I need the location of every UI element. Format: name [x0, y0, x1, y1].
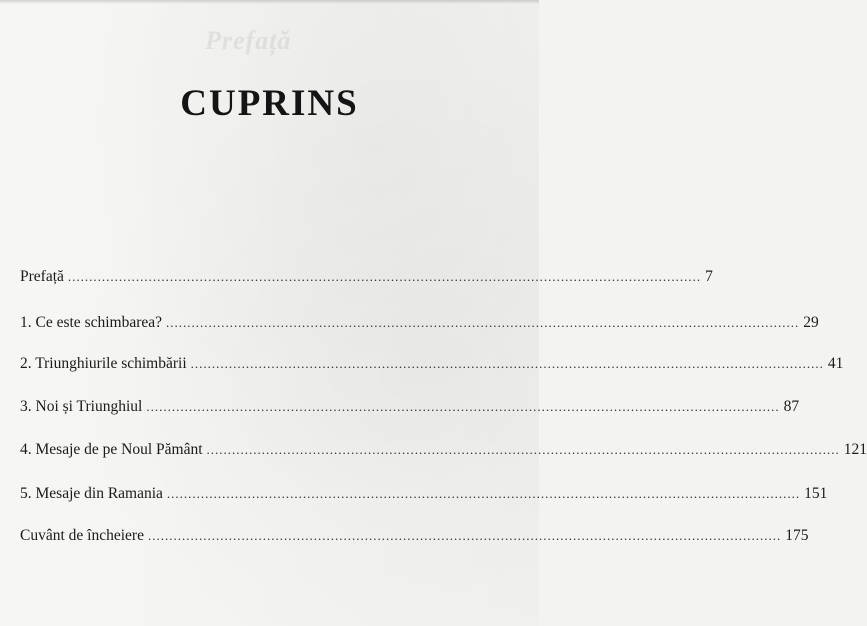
toc-entry-label: 1. Ce este schimbarea? — [20, 314, 163, 331]
toc-entry-chapter-1 — [20, 314, 819, 338]
toc-entry-prefata — [20, 268, 713, 292]
toc-entry-chapter-2 — [20, 355, 844, 379]
toc-entry-chapter-5 — [20, 485, 828, 509]
toc-entry-chapter-3 — [20, 398, 800, 422]
toc-entry-label: Cuvânt de încheiere — [20, 527, 144, 544]
show-through-heading: Prefață — [205, 26, 292, 55]
toc-entry-page: 175 — [785, 527, 809, 544]
toc-entry-label: 4. Mesaje de pe Noul Pământ — [20, 441, 203, 458]
toc-leader-dots: ..................................................................................................................................................... — [190, 356, 824, 371]
toc-leader-dots: ..................................................................................................................................................... — [147, 528, 782, 543]
toc-leader-dots: ..................................................................................................................................................... — [166, 486, 801, 501]
toc-leader-dots: ..................................................................................................................................................... — [146, 399, 780, 414]
toc-entry-page: 41 — [827, 355, 844, 372]
toc-entry-page: 87 — [783, 398, 800, 415]
toc-entry-label: 3. Noi și Triunghiul — [20, 398, 143, 415]
toc-leader-dots: ..................................................................................................................................................... — [67, 269, 702, 284]
toc-entry-label: Prefață — [20, 268, 64, 285]
toc-entry-page: 151 — [804, 485, 828, 502]
toc-entry-label: 2. Triunghiurile schimbării — [20, 355, 187, 372]
page-top-edge — [0, 0, 539, 4]
toc-entry-page: 7 — [705, 268, 713, 285]
toc-entry-closing — [20, 527, 809, 551]
page-title: CUPRINS — [180, 83, 359, 124]
toc-entry-chapter-4 — [20, 441, 867, 465]
toc-leader-dots: ..................................................................................................................................................... — [206, 442, 840, 457]
toc-leader-dots: ..................................................................................................................................................... — [166, 315, 800, 330]
toc-entry-page: 29 — [803, 314, 819, 331]
toc-entry-label: 5. Mesaje din Ramania — [20, 485, 163, 502]
toc-entry-page: 121 — [843, 441, 867, 458]
